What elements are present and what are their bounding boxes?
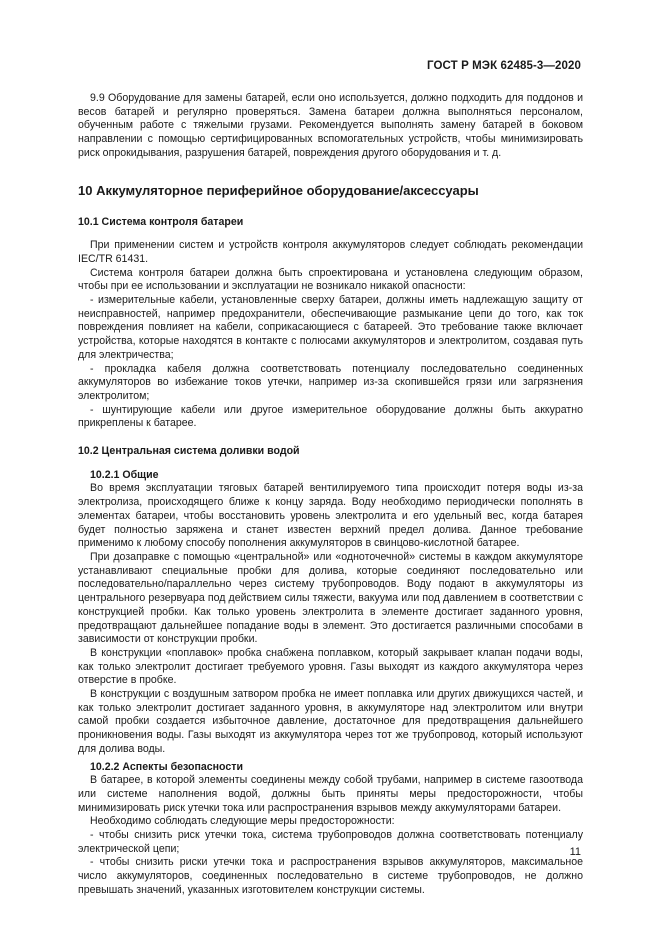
paragraph-9-9: 9.9 Оборудование для замены батарей, если оно используется, должно подходить для поддонов и весов батарей и регулярно проверяться. Замена батареи должна выполняться персоналом, обученным работе с тяжелыми грузами. Рекомендуется выполнять замену батарей в боковом направлении с помощью сертифицированных вспомогательных устройств, чтобы минимизировать риск опрокидывания, разрушения батарей, повреждения другого оборудования и т. д. [78,92,583,159]
list-item: - шунтирующие кабели или другое измерительное оборудование должны быть аккуратно прикреплены к батарее. [78,403,583,430]
section-10-2-1-title: 10.2.1 Общие [90,468,159,481]
paragraph: Во время эксплуатации тяговых батарей вентилируемого типа происходит потеря воды из-за электролиза, происходящего ближе к концу заряда. Воду необходимо периодически пополнять в элементах батареи, чтобы восстановить уровень электролита и его удельный вес, когда батарея будет полностью заряжена и станет известен верхний предел долива. Данное требование применимо к любому способу пополнения аккумуляторов в свинцово-кислотной батарее. [78,482,583,550]
list-item: - измерительные кабели, установленные сверху батареи, должны иметь надлежащую защиту от неисправностей, например предохранители, обеспечивающие размыкание цепи до того, как ток повреждения повлияет на кабели, соприкасающиеся с батареей. Это требование также включает устройства, которые находятся в контакте с полюсами аккумуляторов и электролитом, создавая путь для электричества; [78,294,583,361]
page-body [78,92,583,898]
page-number: 11 [569,846,581,858]
paragraph: Система контроля батареи должна быть спроектирована и установлена следующим образом, чтобы при ее использовании и эксплуатации не возникало никакой опасности: [78,266,583,293]
document-header: ГОСТ Р МЭК 62485-3—2020 [427,60,581,72]
paragraph: В конструкции «поплавок» пробка снабжена поплавком, который закрывает клапан подачи воды, как только электролит достигает требуемого уровня. Газы выходят из каждого аккумулятора через отверстие в пробке. [78,646,583,687]
section-10-1-title: 10.1 Система контроля батареи [78,215,244,228]
section-10-2-2-title: 10.2.2 Аспекты безопасности [90,760,243,773]
paragraph: В батарее, в которой элементы соединены между собой трубами, например в системе газоотвода или системе наполнения водой, должны быть приняты меры предосторожности, чтобы минимизировать риск утечки тока или распространения взрывов между аккумуляторами батареи. [78,774,583,814]
paragraph: В конструкции с воздушным затвором пробка не имеет поплавка или других движущихся частей, и как только электролит достигает заданного уровня, в аккумуляторе над электролитом или внутри самой пробки создается избыточное давление, достаточное для предотвращения дальнейшего проникновения воды. Газы выходят из аккумулятора через тот же трубопровод, который используют для долива воды. [78,688,583,755]
list-item: - чтобы снизить риски утечки тока и распространения взрывов аккумуляторов, максимальное число аккумуляторов, соединенных последовательно в системе трубопроводов, не должно превышать значений, указанных изготовителем конструкции системы. [78,856,583,896]
list-item: - прокладка кабеля должна соответствовать потенциалу последовательно соединенных аккумуляторов во избежание токов утечки, например из-за скопившейся грязи или загрязнения электролитом; [78,362,583,402]
list-item: - чтобы снизить риск утечки тока, система трубопроводов должна соответствовать потенциалу электрической цепи; [78,829,583,855]
section-10-2-title: 10.2 Центральная система доливки водой [78,445,300,458]
section-10-title: 10 Аккумуляторное периферийное оборудование/аксессуары [78,182,479,198]
paragraph: Необходимо соблюдать следующие меры предосторожности: [90,815,395,828]
paragraph: При применении систем и устройств контроля аккумуляторов следует соблюдать рекомендации IEC/TR 61431. [78,239,583,265]
paragraph: При дозаправке с помощью «центральной» или «одноточечной» системы в каждом аккумуляторе устанавливают специальные пробки для долива, которые соединяют последовательно или последовательно/параллельно через систему трубопроводов. Воду подают в аккумуляторы из центрального резервуара под действием силы тяжести, вакуума или под давлением в соответствии с конструкцией пробки. Как только уровень электролита в элементе достигает заданного уровня, предотвращают дальнейшее попадание воды в элемент. Это достигается различными способами в зависимости от конструкции пробки. [78,550,583,646]
